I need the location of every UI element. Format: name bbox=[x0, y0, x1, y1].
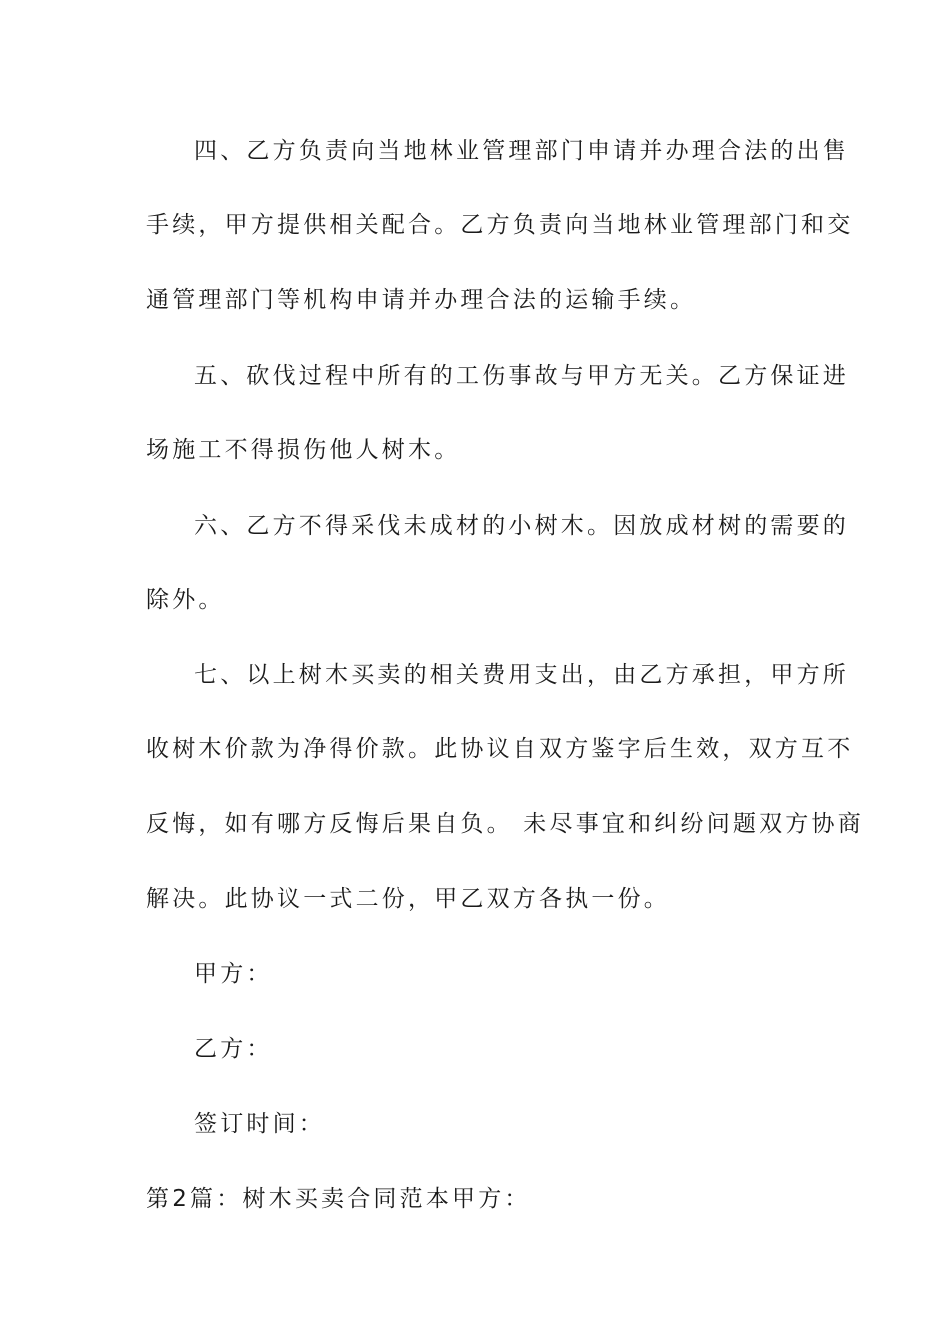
party-a-label: 甲方： bbox=[194, 961, 273, 987]
clause-5-line-2: 场施工不得损伤他人树木。 bbox=[146, 437, 461, 463]
signing-date-label: 签订时间： bbox=[194, 1111, 325, 1137]
clause-7-line-4: 解决。此协议一式二份，甲乙双方各执一份。 bbox=[146, 886, 670, 912]
clause-7-line-2: 收树木价款为净得价款。此协议自双方鉴字后生效，双方互不 bbox=[146, 736, 854, 762]
party-b-label: 乙方： bbox=[194, 1036, 273, 1062]
clause-5-line-1: 五、砍伐过程中所有的工伤事故与甲方无关。乙方保证进 bbox=[194, 363, 849, 389]
clause-4-line-1: 四、乙方负责向当地林业管理部门申请并办理合法的出售 bbox=[194, 138, 849, 164]
clause-6-line-1: 六、乙方不得采伐未成材的小树木。因放成材树的需要的 bbox=[194, 513, 849, 539]
clause-4-line-3: 通管理部门等机构申请并办理合法的运输手续。 bbox=[146, 287, 697, 313]
clause-6-line-2: 除外。 bbox=[146, 587, 225, 613]
next-article-heading: 第2篇：树木买卖合同范本甲方： bbox=[146, 1186, 531, 1212]
clause-7-line-3: 反悔，如有哪方反悔后果自负。 未尽事宜和纠纷问题双方协商 bbox=[146, 811, 864, 837]
clause-4-line-2: 手续，甲方提供相关配合。乙方负责向当地林业管理部门和交 bbox=[146, 212, 854, 238]
clause-7-line-1: 七、以上树木买卖的相关费用支出，由乙方承担，甲方所 bbox=[194, 662, 849, 688]
